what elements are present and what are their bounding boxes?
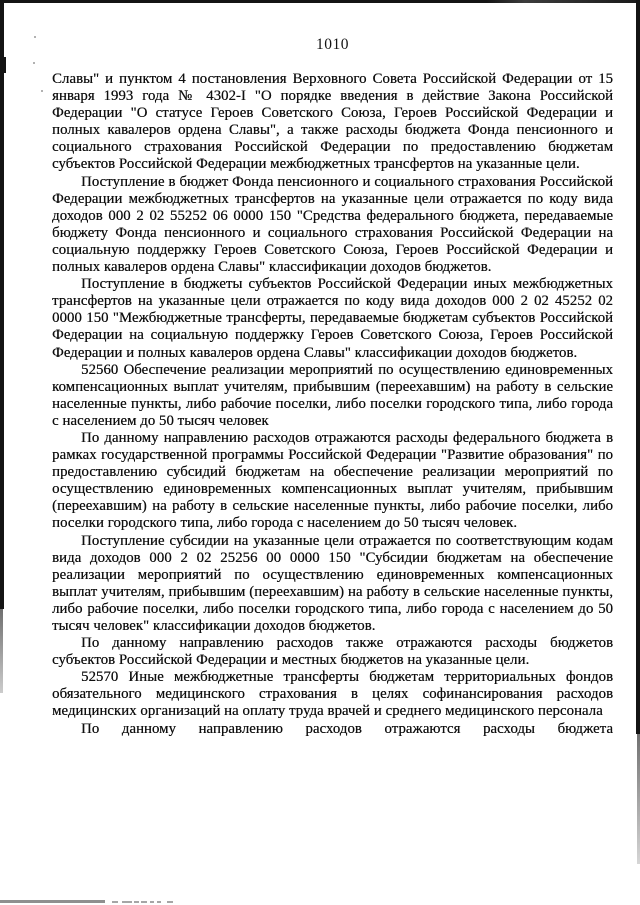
scan-artifact-bottom-dash [122,901,132,903]
paragraph-code-52560: 52560 Обеспечение реализации мероприятий по осуществлению единовременных компенсационных выплат учителям, прибывшим (переехавшим) на работу в сельские населенные пункты, либо рабочие поселки, либо поселки городского типа, либо города с населением до 50 тысяч человек [52,361,613,429]
scan-artifact-right-border [636,0,640,734]
page-number: 1010 [316,36,349,53]
scan-speck [41,90,43,92]
scan-artifact-bottom-dash [112,901,118,903]
scan-speck [33,62,35,64]
scan-artifact-border-nub [3,57,6,73]
scan-artifact-left-border-fade [0,609,3,693]
paragraph: По данному направлению расходов отражаются расходы федерального бюджета в рамках государственной программы Российской Федерации "Развитие образования" по предоставлению субсидий бюджетам на обеспечение реализации мероприятий по осуществлению единовременных компенсационных выплат учителям, прибывшим (переехавшим) на работу в сельские населенные пункты, либо рабочие поселки, либо поселки городского типа, либо города с населением до 50 тысяч человек. [52,429,613,532]
scan-speck [34,36,36,38]
paragraph: Поступление в бюджеты субъектов Российской Федерации иных межбюджетных трансфертов на указанные цели отражается по коду вида доходов 000 2 02 45252 02 0000 150 "Межбюджетные трансферты, передаваемые бюджетам субъектов Российской Федерации на социальную поддержку Героев Советского Союза, Героев Российской Федерации и полных кавалеров ордена Славы" классификации доходов бюджетов. [52,276,613,361]
paragraph-incomplete: По данному направлению расходов отражаются расходы бюджета [81,720,613,737]
scan-artifact-bottom-dash [167,901,173,903]
scan-artifact-bottom-bar [0,900,105,903]
paragraph-continuation: Славы" и пунктом 4 постановления Верховного Совета Российской Федерации от 15 января 1993 года № 4302-I "О порядке введения в действие Закона Российской Федерации "О статусе Героев Советского Союза, Героев Российской Федерации и полных кавалеров ордена Славы", а также расходы бюджета Фонда пенсионного и социального страхования Российской Федерации по предоставлению бюджетам субъектов Российской Федерации межбюджетных трансфертов на указанные цели. [52,71,613,173]
paragraph-code-52570: 52570 Иные межбюджетные трансферты бюджетам территориальных фондов обязательного медицинского страхования в целях софинансирования расходов медицинских организаций на оплату труда врачей и среднего медицинского персонала [52,669,613,720]
scan-artifact-top-border [0,0,640,3]
scan-artifact-bottom-dash [134,901,139,903]
document-body [52,71,613,738]
scan-artifact-left-border [0,0,4,609]
scan-artifact-bottom-dash [157,901,161,903]
paragraph: Поступление в бюджет Фонда пенсионного и социального страхования Российской Федерации межбюджетных трансфертов на указанные цели отражается по коду вида доходов 000 2 02 55252 06 0000 150 "Средства федерального бюджета, передаваемые бюджету Фонда пенсионного и социального страхования Российской Федерации на социальную поддержку Героев Советского Союза, Героев Российской Федерации и полных кавалеров ордена Славы" классификации доходов бюджетов. [52,173,613,276]
scan-artifact-bottom-dash [150,901,154,903]
paragraph: Поступление субсидии на указанные цели отражается по соответствующим кодам вида доходов 000 2 02 25256 00 0000 150 "Субсидии бюджетам на обеспечение реализации мероприятий по осуществлению единовременных компенсационных выплат учителям, прибывшим (переехавшим) на работу в сельские населенные пункты, либо рабочие поселки, либо поселки городского типа, либо города с населением до 50 тысяч человек" классификации доходов бюджетов. [52,532,613,634]
paragraph: По данному направлению расходов также отражаются расходы бюджетов субъектов Российской Федерации и местных бюджетов на указанные цели. [52,635,613,669]
scan-artifact-bottom-dash [141,901,147,903]
